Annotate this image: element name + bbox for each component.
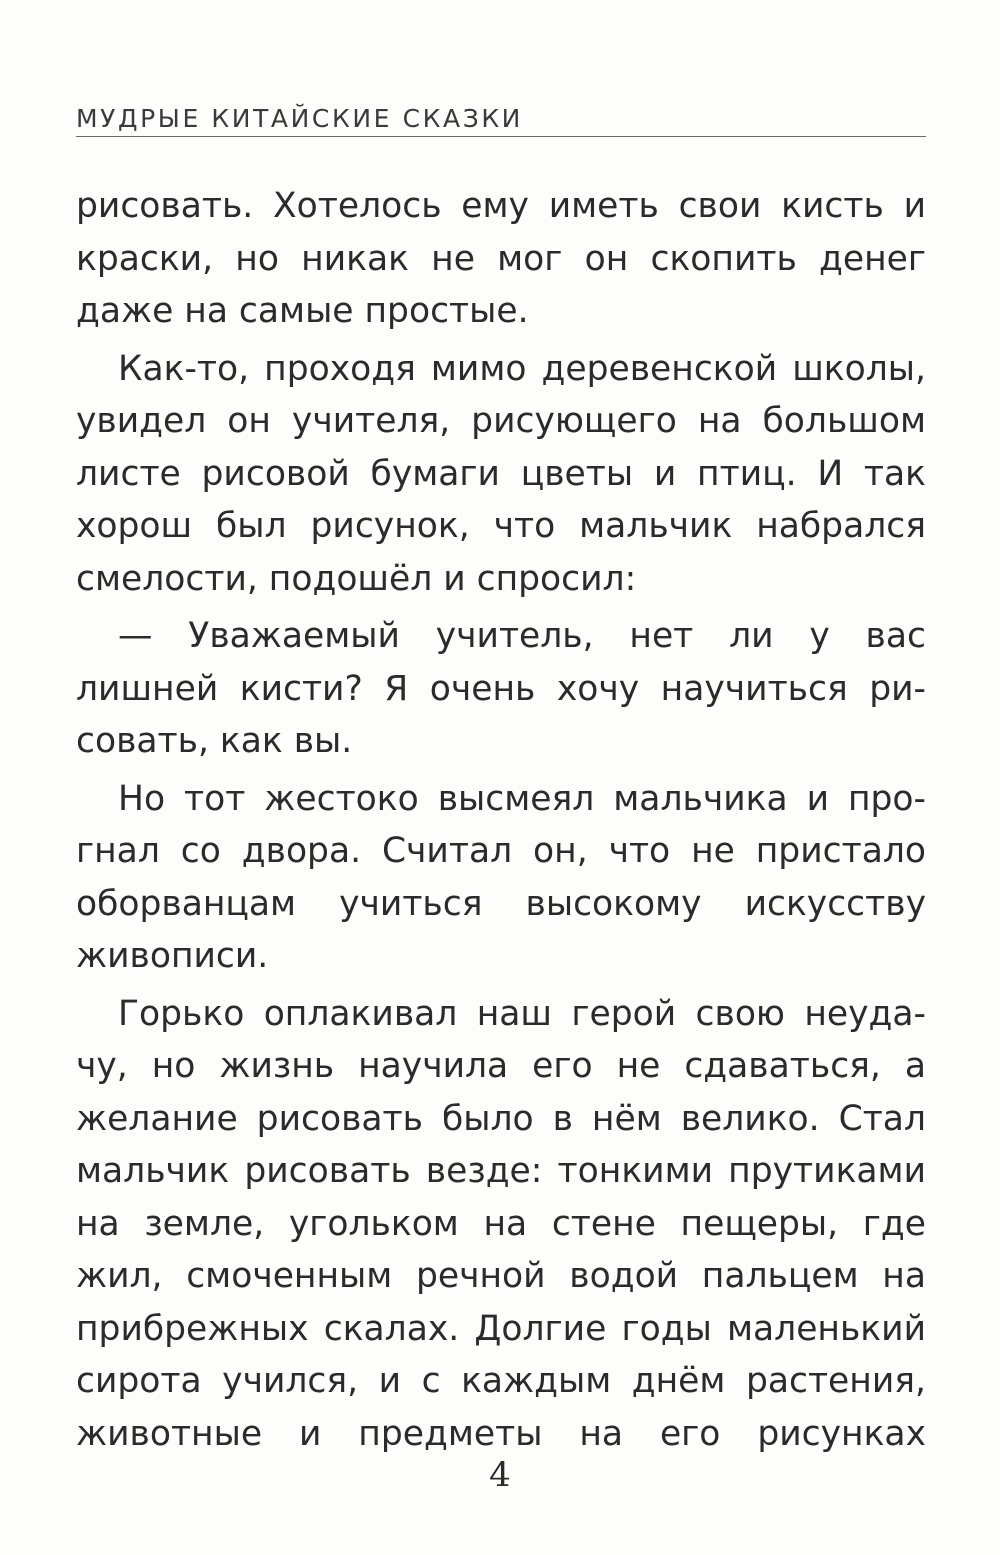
text-line: Горько оплакивал наш герой свою неуда- — [118, 993, 926, 1034]
text-line: смелости, подошёл и спросил: — [76, 558, 637, 599]
paragraph — [76, 180, 926, 338]
paragraph — [76, 988, 926, 1461]
text-line: на земле, угольком на стене пещеры, где — [76, 1203, 926, 1244]
text-line: лишней кисти? Я очень хочу научиться ри- — [76, 668, 926, 709]
text-line: — Уважаемый учитель, нет ли у вас — [118, 616, 926, 656]
text-line: мальчик рисовать везде: тонкими прутиками — [76, 1151, 926, 1191]
paragraph — [76, 610, 926, 768]
text-line: совать, как вы. — [76, 721, 353, 761]
text-line: оборванцам учиться высокому искусству — [76, 883, 926, 924]
text-line: желание рисовать было в нём велико. Стал — [76, 1098, 926, 1139]
text-line: чу, но жизнь научила его не сдаваться, а — [76, 1046, 926, 1086]
text-line: краски, но никак не мог он скопить денег — [76, 238, 926, 279]
page-number: 4 — [489, 1455, 511, 1495]
header-rule — [76, 136, 926, 137]
text-line: рисовать. Хотелось ему иметь свои кисть и — [76, 186, 926, 226]
text-line: животные и предметы на его рисунках — [76, 1413, 926, 1454]
text-line: листе рисовой бумаги цветы и птиц. И так — [76, 453, 926, 494]
running-title: МУДРЫЕ КИТАЙСКИЕ СКАЗКИ — [76, 104, 523, 133]
text-line: сирота учился, и с каждым днём растения, — [76, 1361, 926, 1401]
text-line: Но тот жестоко высмеял мальчика и про- — [118, 778, 926, 819]
text-line: живописи. — [76, 936, 269, 976]
paragraph — [76, 773, 926, 983]
text-line: прибрежных скалах. Долгие годы маленький — [76, 1308, 926, 1349]
text-line: Как-то, проходя мимо деревенской школы, — [118, 348, 926, 389]
text-line: гнал со двора. Считал он, что не пристало — [76, 831, 926, 871]
text-line: жил, смоченным речной водой пальцем на — [76, 1256, 926, 1296]
text-line: увидел он учителя, рисующего на большом — [76, 401, 926, 441]
body-text — [76, 180, 926, 1465]
text-line: даже на самые простые. — [76, 291, 529, 331]
text-line: хорош был рисунок, что мальчик набрался — [76, 506, 926, 546]
paragraph — [76, 343, 926, 606]
